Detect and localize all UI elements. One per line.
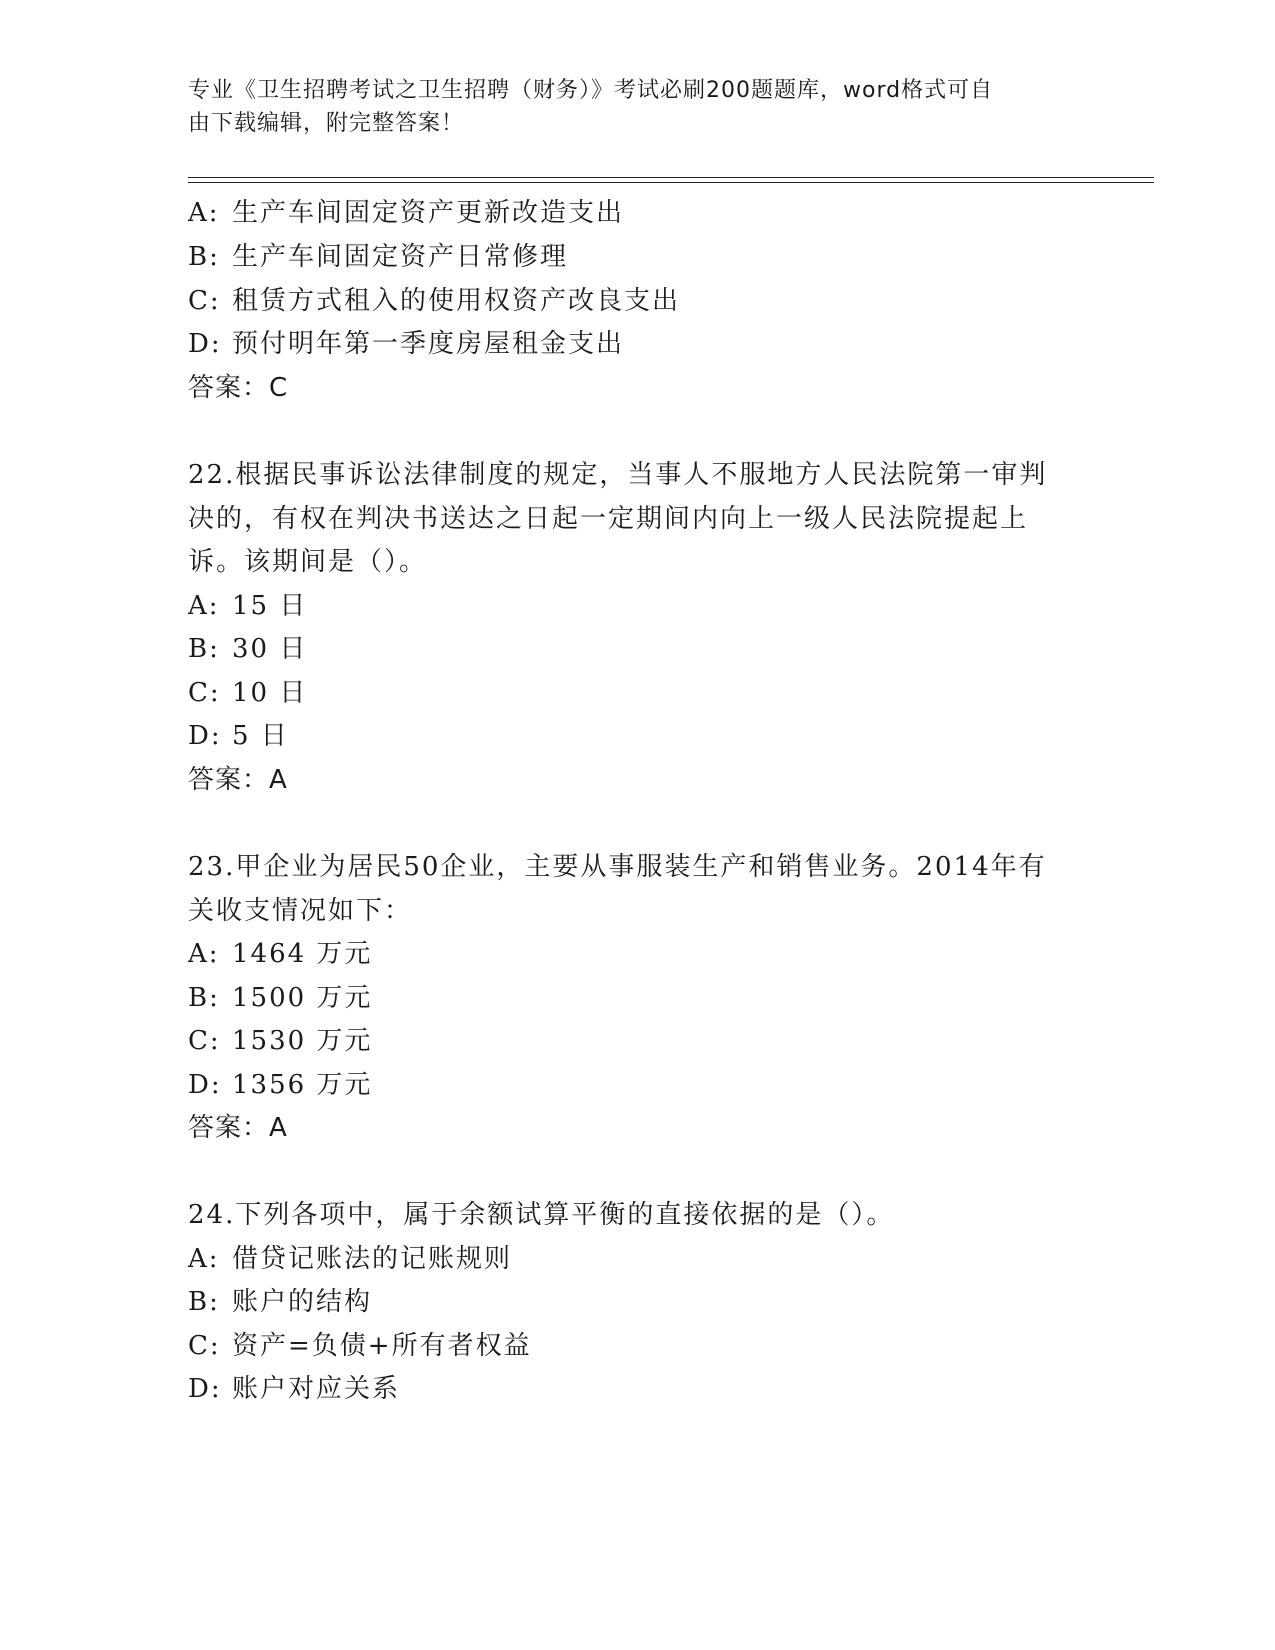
- option-b: B: 30 日: [188, 634, 308, 664]
- answer: 答案：A: [188, 765, 288, 795]
- option-a: A: 15 日: [188, 591, 308, 621]
- header-rule-bottom: [188, 182, 1154, 183]
- option-c: C: 1530 万元: [188, 1026, 373, 1056]
- option-c: C: 10 日: [188, 678, 308, 708]
- question-stem-line: 22.根据民事诉讼法律制度的规定，当事人不服地方人民法院第一审判: [188, 460, 1048, 490]
- option-d: D: 1356 万元: [188, 1070, 373, 1100]
- question-stem-line: 23.甲企业为居民50企业，主要从事服装生产和销售业务。2014年有: [188, 852, 1047, 882]
- document-header: [188, 74, 1088, 140]
- option-b: B: 生产车间固定资产日常修理: [188, 242, 569, 272]
- option-c: C: 资产=负债+所有者权益: [188, 1331, 532, 1361]
- answer: 答案：A: [188, 1113, 288, 1143]
- option-b: B: 1500 万元: [188, 983, 373, 1013]
- header-rule-top: [188, 177, 1154, 178]
- option-d: D: 预付明年第一季度房屋租金支出: [188, 329, 625, 359]
- answer: 答案：C: [188, 373, 289, 403]
- option-d: D: 账户对应关系: [188, 1374, 401, 1404]
- header-line-2: 由下载编辑，附完整答案！: [188, 111, 465, 136]
- question-stem-line: 决的，有权在判决书送达之日起一定期间内向上一级人民法院提起上: [188, 504, 1029, 534]
- question-stem-line: 24.下列各项中，属于余额试算平衡的直接依据的是（）。: [188, 1200, 895, 1230]
- question-stem-line: 关收支情况如下：: [188, 896, 413, 926]
- option-b: B: 账户的结构: [188, 1287, 373, 1317]
- option-d: D: 5 日: [188, 721, 289, 751]
- option-a: A: 生产车间固定资产更新改造支出: [188, 198, 625, 228]
- option-a: A: 1464 万元: [188, 939, 373, 969]
- option-a: A: 借贷记账法的记账规则: [188, 1244, 513, 1274]
- question-stem-line: 诉。该期间是（）。: [188, 547, 428, 577]
- option-c: C: 租赁方式租入的使用权资产改良支出: [188, 286, 681, 316]
- header-line-1: 专业《卫生招聘考试之卫生招聘（财务）》考试必刷200题题库，word格式可自: [188, 78, 994, 103]
